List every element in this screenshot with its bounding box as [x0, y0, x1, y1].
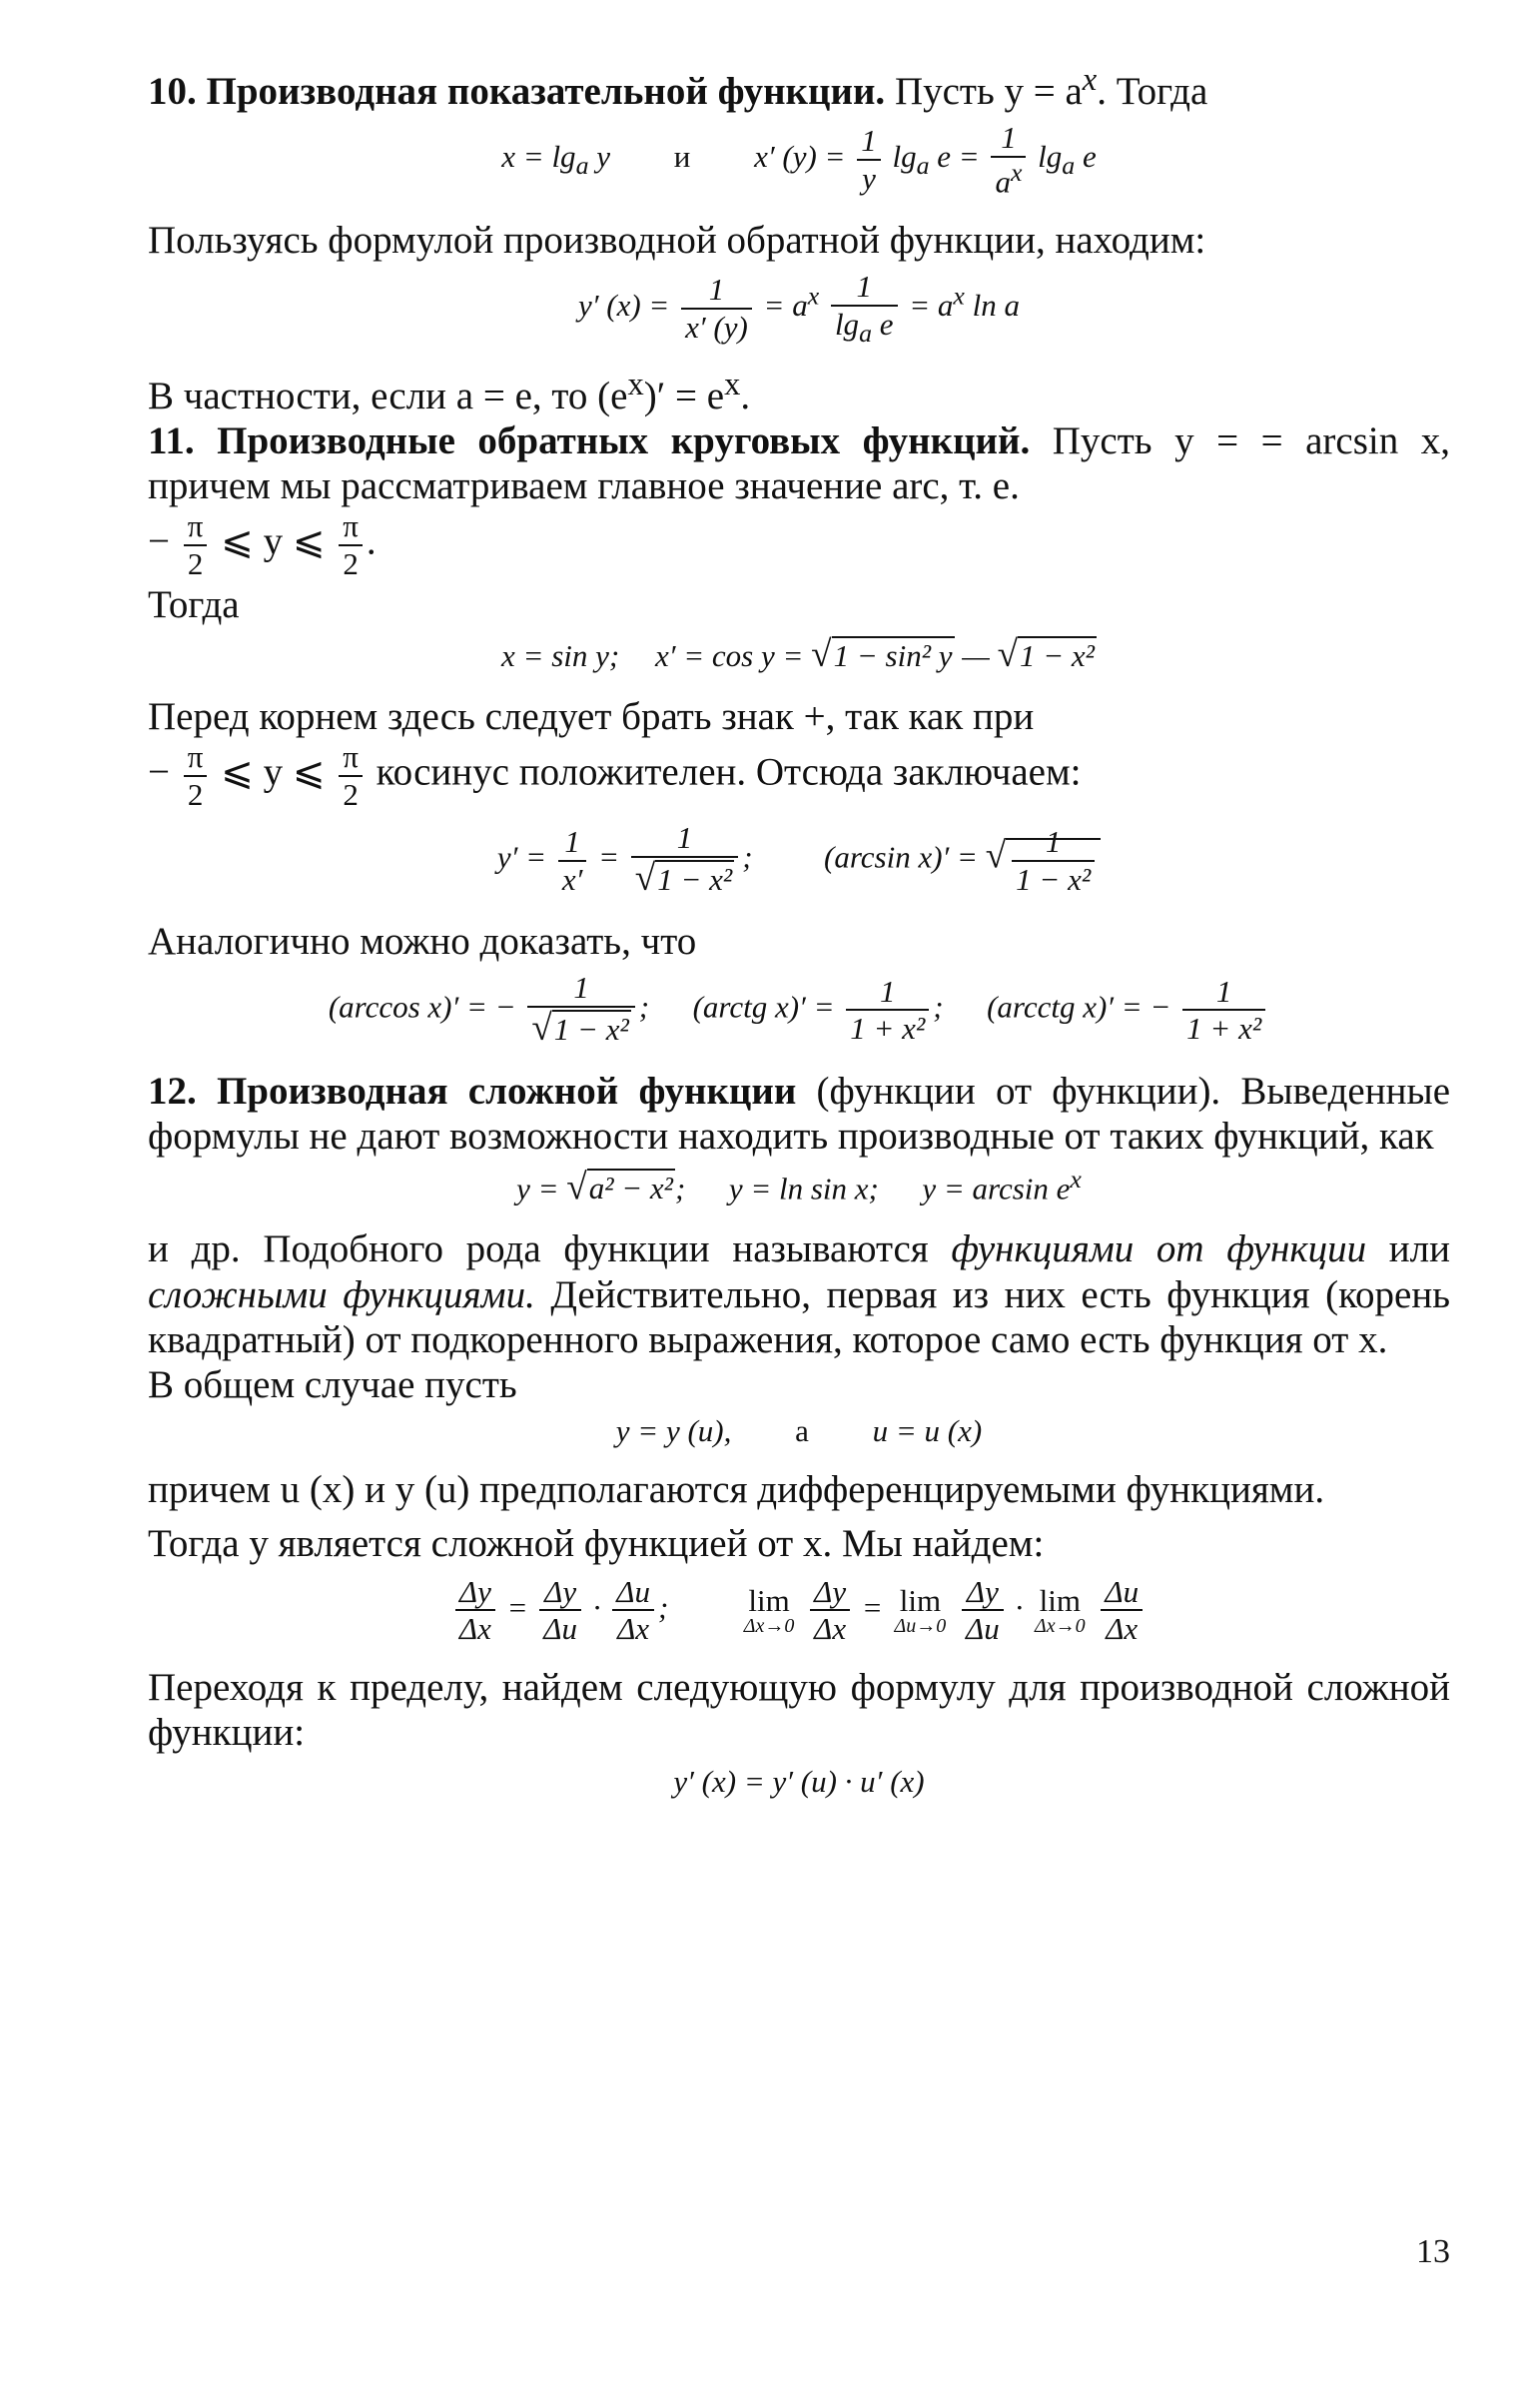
- paragraph: Аналогично можно доказать, что: [148, 919, 697, 963]
- fraction: $\frac{1}{\text{√1 − x²}}$: [527, 970, 634, 1050]
- section-12-heading: 12. Производная сложной функции: [148, 1069, 797, 1113]
- paragraph: Тогда: [148, 582, 240, 626]
- formula-arcsin-derivative: y′ = $\frac{1}{x'}$ = $\frac{1}{\text{√1 − x²}}$ ; (arcsin x)′ = √ $\frac{1}{\text{1 − x²}}$: [148, 820, 1450, 900]
- section-12-intro: 12. Производная сложной функции (функции от функции). Выведенные формулы не дают возможности находить производные от таких функций, как: [148, 1069, 1450, 1158]
- paragraph: причем u (x) и y (u) предполагаются дифференцируемыми функциями.: [148, 1468, 1325, 1512]
- fraction: $\frac{1}{a^x}$: [991, 120, 1026, 200]
- fraction: $\frac{\pi}{2}$: [339, 508, 363, 581]
- fraction: $\frac{\pi}{2}$: [184, 739, 208, 812]
- fraction: $\frac{1}{\text{√1 − x²}}$: [631, 820, 738, 900]
- fraction: $\frac{\Delta y}{\Delta u}$: [962, 1574, 1004, 1647]
- section-10-intro: 10. Производная показательной функции. Пусть $y = a^x$. Тогда: [148, 62, 1208, 113]
- fraction: $\frac{1}{\lg_a e}$: [831, 269, 898, 349]
- fraction: $\frac{1}{y}$: [857, 123, 881, 196]
- fraction: $\frac{\Delta u}{\Delta x}$: [612, 1574, 654, 1647]
- fraction: $\frac{\Delta y}{\Delta x}$: [810, 1574, 850, 1647]
- fraction: $\frac{\pi}{2}$: [339, 739, 363, 812]
- paragraph: В частности, если a = e, то $(e^x)' = e^x$.: [148, 366, 751, 417]
- formula-sin-cos: x = sin y; x′ = cos y = √1 − sin² y — √1 − x²: [501, 633, 1095, 675]
- fraction: $\frac{1}{x' (y)}$: [681, 272, 752, 345]
- fraction: $\frac{1}{\text{1 + x²}}$: [1182, 974, 1265, 1047]
- limit: lim Δu→0: [894, 1582, 947, 1637]
- fraction: $\frac{1}{x'}$: [558, 824, 587, 897]
- paragraph: Тогда y является сложной функцией от x. Мы найдем:: [148, 1521, 1045, 1565]
- formula-limit: $\frac{\Delta y}{\Delta x}$ = $\frac{\Delta y}{\Delta u}$ · $\frac{\Delta u}{\Delta x}$ ; lim Δx→0 $\frac{\Delta y}{\Delta x}$ = lim Δu→0 $\frac{\Delta y}{\Delta u}$ · lim Δx→0 $\frac{\Delta u}{\Delta x}$: [148, 1574, 1450, 1647]
- page-content: [148, 62, 1450, 1818]
- fraction: $\frac{1}{\text{1 + x²}}$: [846, 974, 929, 1047]
- paragraph: и др. Подобного рода функции называются функциями от функции или сложными функциями. Действительно, первая из них есть функция (корень квадратный) от подкоренного выражения, которое само есть функция от x.: [148, 1227, 1451, 1361]
- fraction: $\frac{\Delta y}{\Delta x}$: [455, 1574, 495, 1647]
- formula-derivative-exponential: y′ (x) = $\frac{1}{x' (y)}$ = $a^x$ $\frac{1}{\lg_a e}$ = $a^x$ ln a: [577, 269, 1021, 348]
- page-number: 13: [1416, 2233, 1450, 2270]
- section-11-heading: 11. Производные обратных круговых функций.: [148, 418, 1031, 462]
- paragraph: Пользуясь формулой производной обратной функции, находим:: [148, 218, 1206, 262]
- formula-chain-rule: y′ (x) = y′ (u) · u′ (x): [673, 1763, 925, 1799]
- formula-other-inverse-trig: (arccos x)′ = − $\frac{1}{\text{√1 − x²}}$ ; (arctg x)′ = $\frac{1}{\text{1 + x²}}$ ; (arcctg x)′ = − $\frac{1}{\text{1 + x²}}$: [148, 970, 1450, 1050]
- section-11-intro: 11. Производные обратных круговых функций. Пусть y = = arcsin x, причем мы рассматриваем главное значение arc, т. е.: [148, 418, 1450, 508]
- paragraph: Переходя к пределу, найдем следующую формулу для производной сложной функции:: [148, 1666, 1450, 1755]
- formula-examples: y = √a² − x²; y = ln sin x; $y = \arcsin e^x$: [516, 1165, 1082, 1208]
- section-10-heading: 10. Производная показательной функции.: [148, 70, 886, 113]
- formula-composition: y = y (u), а u = u (x): [615, 1413, 983, 1449]
- fraction: $\frac{1}{\text{1 − x²}}$: [1012, 824, 1095, 897]
- limit: lim Δx→0: [743, 1582, 795, 1637]
- formula-inverse-exponential: $x = \lg_a y$ и x′ (y) = $\frac{1}{y}$ $\lg_a e$ = $\frac{1}{a^x}$ $\lg_a e$: [501, 120, 1097, 200]
- paragraph: − $\frac{\pi}{2}$ ⩽ y ⩽ $\frac{\pi}{2}$ косинус положителен. Отсюда заключаем:: [148, 739, 1082, 812]
- paragraph: Перед корнем здесь следует брать знак +, так как при: [148, 694, 1035, 738]
- fraction: $\frac{\pi}{2}$: [184, 508, 208, 581]
- limit: lim Δx→0: [1035, 1582, 1086, 1637]
- fraction: $\frac{\Delta u}{\Delta x}$: [1101, 1574, 1143, 1647]
- fraction: $\frac{\Delta y}{\Delta u}$: [539, 1574, 581, 1647]
- inequality: − $\frac{\pi}{2}$ ⩽ y ⩽ $\frac{\pi}{2}$ .: [148, 508, 377, 581]
- paragraph: В общем случае пусть: [148, 1363, 517, 1407]
